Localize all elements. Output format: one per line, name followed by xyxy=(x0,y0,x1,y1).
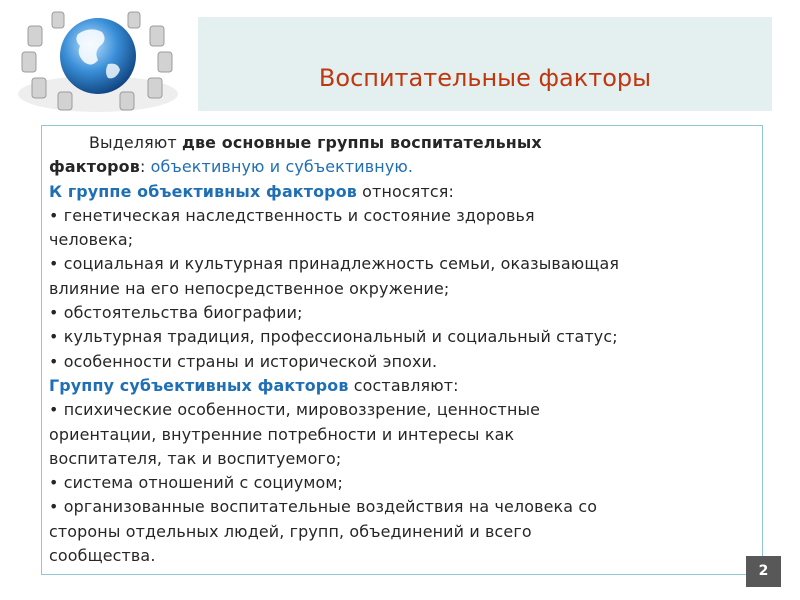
objective-item-2a: • социальная и культурная принадлежность семьи, оказывающая xyxy=(49,254,620,274)
objective-heading: К группе объективных факторов xyxy=(49,181,357,201)
intro-line-1 xyxy=(49,131,762,155)
objective-item-5: • особенности страны и исторической эпохи. xyxy=(49,351,438,371)
subjective-heading: Группу субъективных факторов xyxy=(49,375,349,395)
objective-item-2b: влияние на его непосредственное окружение; xyxy=(49,278,450,298)
objective-item-1b: человека; xyxy=(49,230,134,250)
subjective-item-2: • система отношений с социумом; xyxy=(49,473,344,493)
objective-suffix: относятся: xyxy=(356,181,454,201)
objective-heading-line xyxy=(49,180,762,204)
intro-line-2 xyxy=(49,155,762,179)
globe-with-chairs-icon xyxy=(8,6,198,116)
subjective-suffix: составляют: xyxy=(348,375,459,395)
intro-pre: Выделяют xyxy=(89,133,182,152)
intro-bold-2: факторов xyxy=(49,157,140,177)
slide-title: Воспитательные факторы xyxy=(318,64,652,92)
subjective-item-3a: • организованные воспитательные воздействия на человека со xyxy=(49,497,598,517)
subjective-heading-line xyxy=(49,374,762,398)
objective-item-3: • обстоятельства биографии; xyxy=(49,303,303,323)
subjective-item-1a: • психические особенности, мировоззрение, ценностные xyxy=(49,400,541,420)
intro-bold: две основные группы воспитательных xyxy=(181,133,542,152)
intro-colon: : xyxy=(139,157,151,177)
intro-types: объективную и субъективную. xyxy=(150,157,414,177)
content-box xyxy=(41,125,763,575)
title-bar xyxy=(198,17,772,111)
subjective-item-1c: воспитателя, так и воспитуемого; xyxy=(49,448,342,468)
page-number-badge: 2 xyxy=(746,556,781,587)
objective-item-4: • культурная традиция, профессиональный и социальный статус; xyxy=(49,327,618,347)
subjective-item-1b: ориентации, внутренние потребности и интересы как xyxy=(49,424,515,444)
subjective-item-3b: стороны отдельных людей, групп, объединений и всего xyxy=(49,521,532,541)
objective-item-1a: • генетическая наследственность и состояние здоровья xyxy=(49,205,535,225)
subjective-item-3c: сообщества. xyxy=(49,546,156,566)
